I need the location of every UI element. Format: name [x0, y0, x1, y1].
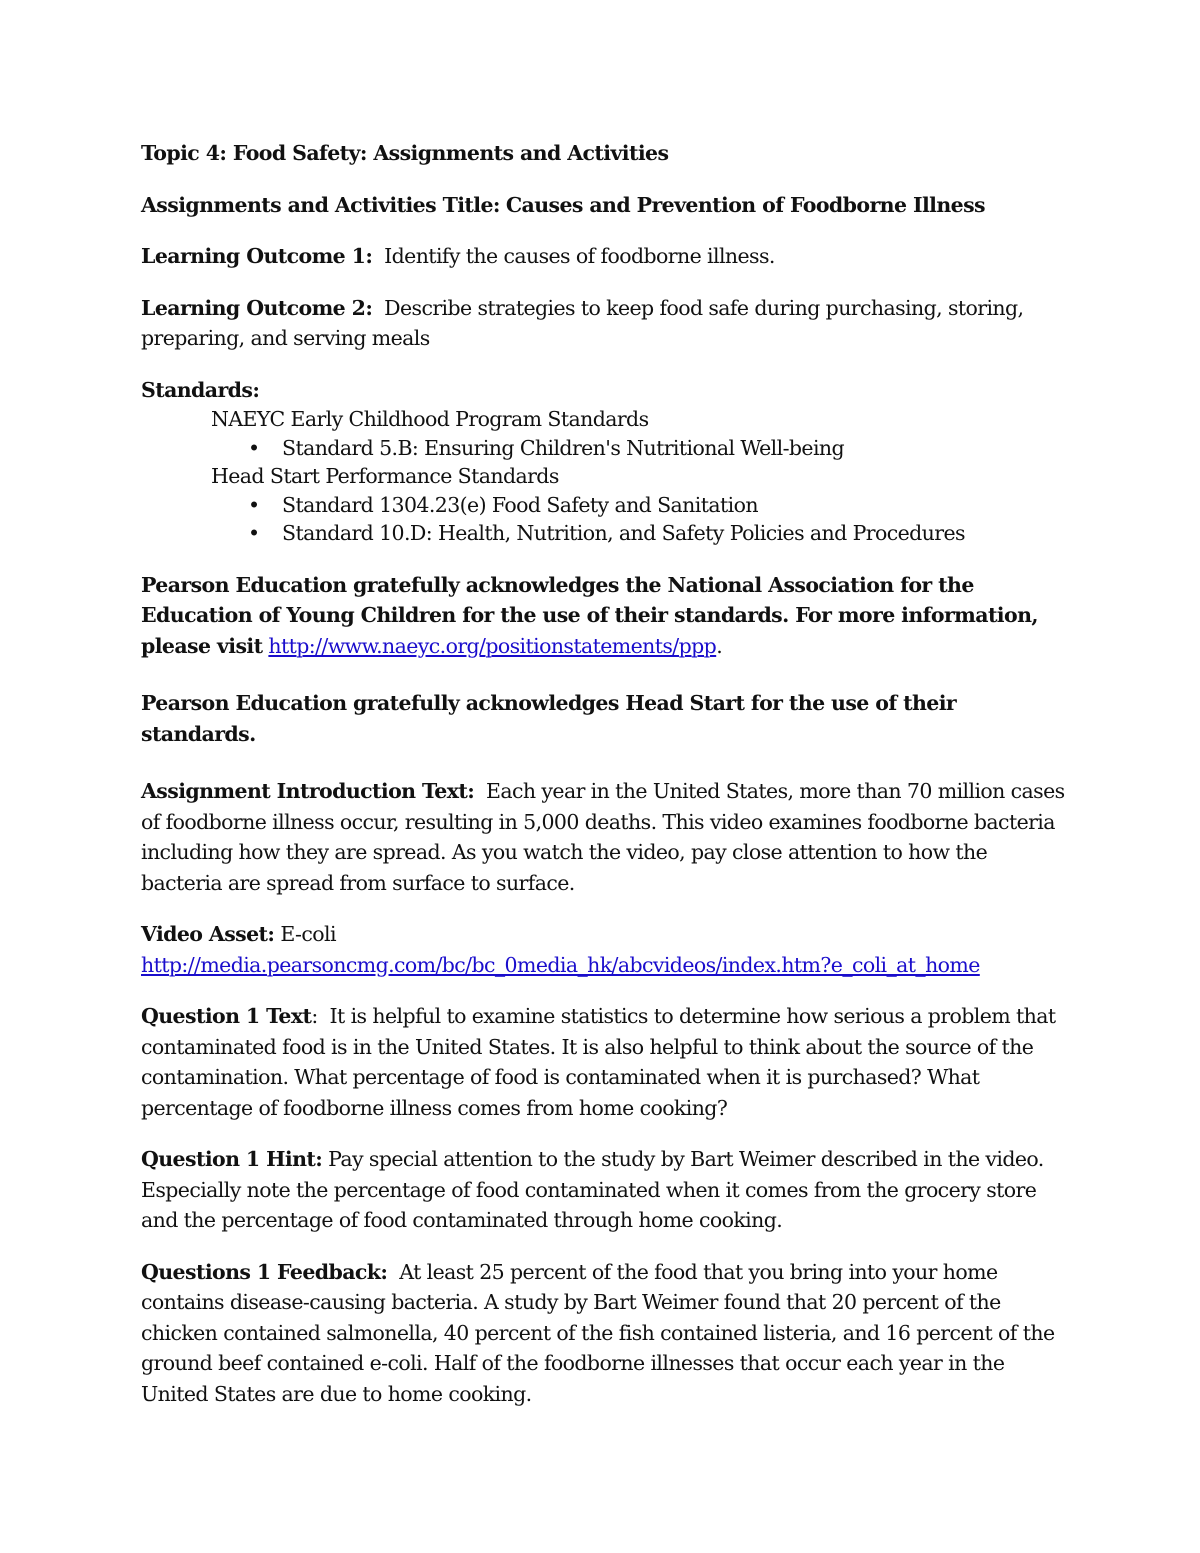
topic-heading: Topic 4: Food Safety: Assignments and Activities: [141, 141, 669, 165]
intro-text: Each year in the United States, more than 70 million cases of foodborne illness occur, resulting in 5,000 deaths. This video examines foodborne bacteria including how they are spread. As you watch the video, pay close attention to how the bacteria are spread from surface to surface.: [141, 779, 1065, 895]
standard-group-head-start: Head Start Performance Standards: [211, 464, 559, 488]
video-name: E-coli: [280, 922, 336, 946]
standards-list: [141, 405, 1071, 548]
document-page: [141, 138, 1071, 1409]
assignment-title-label: Assignments and Activities Title:: [141, 192, 500, 217]
naeyc-ack-end: .: [716, 633, 723, 658]
standard-item: • Standard 10.D: Health, Nutrition, and Safety Policies and Procedures: [141, 519, 1071, 548]
question-1-colon: :: [311, 1004, 318, 1028]
video-link[interactable]: http://media.pearsoncmg.com/bc/bc_0media_hk/abcvideos/index.htm?e_coli_at_home: [141, 952, 980, 977]
naeyc-ack-text: Pearson Education gratefully acknowledges the National Association for the Education of Young Children for the use of their standards. For more information, please visit: [141, 572, 1038, 658]
standard-group-naeyc: NAEYC Early Childhood Program Standards: [211, 407, 649, 431]
assignment-introduction: [141, 776, 1071, 898]
learning-outcome-2: [141, 293, 1071, 354]
standards-label: Standards:: [141, 377, 260, 402]
outcome-2-text: Describe strategies to keep food safe during purchasing, storing, preparing, and serving meals: [141, 295, 1024, 350]
video-asset: [141, 919, 1071, 980]
head-start-acknowledgement: Pearson Education gratefully acknowledges Head Start for the use of their standards.: [141, 691, 957, 746]
feedback-text: At least 25 percent of the food that you bring into your home contains disease-causing bacteria. A study by Bart Weimer found that 20 percent of the chicken contained salmonella, 40 percent of the fish contained listeria, and 16 percent of the ground beef contained e-coli. Half of the foodborne illnesses that occur each year in the United States are due to home cooking.: [141, 1259, 1055, 1406]
learning-outcome-1: [141, 241, 1071, 272]
assignment-title-line: [141, 190, 1071, 221]
question-1-hint: [141, 1144, 1071, 1236]
hint-label: Question 1 Hint:: [141, 1147, 323, 1171]
outcome-2-label: Learning Outcome 2:: [141, 295, 373, 320]
question-1-text: It is helpful to examine statistics to determine how serious a problem that contaminated food is in the United States. It is also helpful to think about the source of the contamination. What percentage of food is contaminated when it is purchased? What percentage of foodborne illness comes from home cooking?: [141, 1004, 1056, 1120]
naeyc-link[interactable]: http://www.naeyc.org/positionstatements/ppp: [268, 633, 717, 658]
head-start-standards: [141, 491, 1071, 548]
assignment-title-value: Causes and Prevention of Foodborne Illness: [505, 192, 985, 217]
naeyc-acknowledgement: [141, 570, 1071, 662]
standard-item: • Standard 1304.23(e) Food Safety and Sanitation: [141, 491, 1071, 520]
feedback-label: Questions 1 Feedback:: [141, 1259, 388, 1284]
outcome-1-label: Learning Outcome 1:: [141, 244, 373, 268]
intro-label: Assignment Introduction Text:: [141, 779, 475, 803]
hint-text: Pay special attention to the study by Bart Weimer described in the video. Especially note the percentage of food contaminated when it comes from the grocery store and the percentage of food contaminated through home cooking.: [141, 1147, 1044, 1232]
naeyc-standards: [141, 434, 1071, 463]
standard-item: • Standard 5.B: Ensuring Children's Nutritional Well-being: [141, 434, 1071, 463]
question-1-label: Question 1 Text: [141, 1004, 312, 1028]
question-1: [141, 1001, 1071, 1123]
question-1-feedback: [141, 1257, 1071, 1410]
video-label: Video Asset:: [141, 922, 275, 946]
outcome-1-text: Identify the causes of foodborne illness.: [384, 244, 775, 268]
